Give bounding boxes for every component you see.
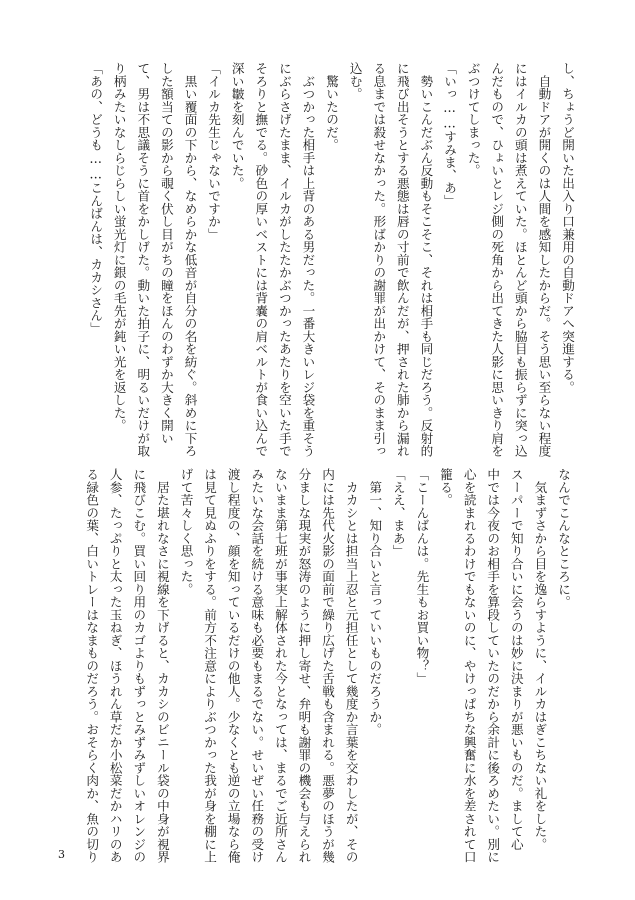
- text-line: 第一、知り合いと言っていいものだろうか。: [367, 468, 383, 736]
- text-line: 「こーんばんは。先生もお買い物？」: [414, 468, 430, 685]
- text-line: スーパーで知り合いに会うのは妙に決まりが悪いものだ。まして心: [508, 468, 524, 851]
- text-line: 驚いたのだ。: [324, 62, 340, 152]
- text-line: なんでこんなところに。: [556, 468, 571, 609]
- text-line: 黒い覆面の下から、なめらかな低音が自分の名を紡ぐ。斜めに下ろ: [182, 62, 198, 458]
- text-line: 居た堪れなさに視線を下げると、カカシのビニール袋の中身が視界: [154, 468, 170, 864]
- text-line: 人参、たっぷりと太った玉ねぎ、ほうれん草だか小松菜だかハリのあ: [107, 468, 123, 864]
- page-number: 3: [58, 848, 65, 861]
- text-line: 自動ドアが開くのは人間を感知したからだ。そう思い至らない程度: [536, 62, 552, 458]
- text-line: 込む。: [347, 62, 363, 101]
- text-line: 勢いこんだぶん反動もそこそこ、それは相手も同じだろう。反射的: [418, 62, 434, 458]
- text-line: ぶつけてしまった。: [465, 62, 481, 177]
- text-line: 深い皺を刻んでいた。: [229, 62, 245, 190]
- text-line: り柄みたいなしらじらしい蛍光灯に銀の毛先が鈍い光を返した。: [111, 62, 127, 432]
- text-line: 「イルカ先生じゃないですか」: [206, 62, 222, 241]
- text-line: んだもので、ひょいとレジ側の死角から出てきた人影に思いきり肩を: [489, 62, 505, 458]
- text-line: ぶつかった相手は上背のある男だった。一番大きいレジ袋を重そう: [300, 62, 316, 458]
- text-line: に飛び出そうとする悪態は唇の寸前で飲んだが、押された肺から漏れ: [394, 62, 410, 458]
- text-line: にぶらさげたまま、イルカがしたたかぶつかったあたりを空いた手で: [276, 62, 292, 458]
- text-line: て、男は不思議そうに首をかしげた。動いた拍子に、明るいだけが取: [135, 62, 151, 458]
- lower-text-block: [80, 468, 575, 864]
- text-line: 籠る。: [438, 468, 454, 507]
- text-line: した額当ての影から覗く伏し目がちの瞳をほんのわずか大きく開い: [158, 62, 174, 445]
- text-line: し、ちょうど開いた出入り口兼用の自動ドアへ突進する。: [560, 62, 575, 394]
- text-line: 「いっ……すみま、あ」: [442, 62, 458, 208]
- text-line: 渡し程度の、顔を知っているだけの他人。少なくとも逆の立場なら俺: [225, 468, 241, 864]
- text-line: 内には先代火影の面前で繰り広げた舌戦も含まれる。悪夢のほうが幾: [320, 468, 336, 864]
- text-line: 気まずさから目を逸らすように、イルカはぎこちない礼をした。: [532, 468, 548, 851]
- text-line: る緑色の葉、白いトレーはなまものだろう。おそらく肉か、魚の切り: [84, 468, 100, 864]
- text-line: は見て見ぬふりをする。前方不注意によりぶつかった我が身を棚に上: [202, 468, 218, 864]
- text-line: 分ましな現実が怒涛のように押し寄せ、弁明も謝罪の機会も与えられ: [296, 468, 312, 864]
- text-line: カカシとは担当上忍と元担任として幾度か言葉を交わしたが、その: [343, 468, 359, 864]
- text-line: にはイルカの頭は煮えていた。ほとんど頭から脇目も振らずに突っ込: [512, 62, 528, 458]
- text-line: そろりと撫でる。砂色の厚いベストには背嚢の肩ベルトが食い込んで: [253, 62, 269, 458]
- text-line: に飛びこむ。買い回り用のカゴよりもずっとみずみずしいオレンジの: [131, 468, 147, 864]
- text-line: 「ええ、まあ」: [390, 468, 406, 558]
- upper-text-block: [84, 62, 579, 458]
- text-line: みたいな会話を続ける意味も必要もまるでない。せいぜい任務の受け: [249, 468, 265, 864]
- text-line: 「あの、どうも……こんばんは、カカシさん」: [88, 62, 104, 335]
- text-line: る息までは殺せなかった。形ばかりの謝罪が出かけて、そのまま引っ: [371, 62, 387, 458]
- text-line: 中では今夜のお相手を算段していたのだから余計に後ろめたい。別に: [485, 468, 501, 864]
- text-line: ないまま第七班が事実上解体された今となっては、まるでご近所さん: [272, 468, 288, 864]
- text-line: げて苦々しく思った。: [178, 468, 194, 596]
- text-line: 心を読まれるわけでもないのに、やけっぱちな興奮に水を差されて口: [461, 468, 477, 864]
